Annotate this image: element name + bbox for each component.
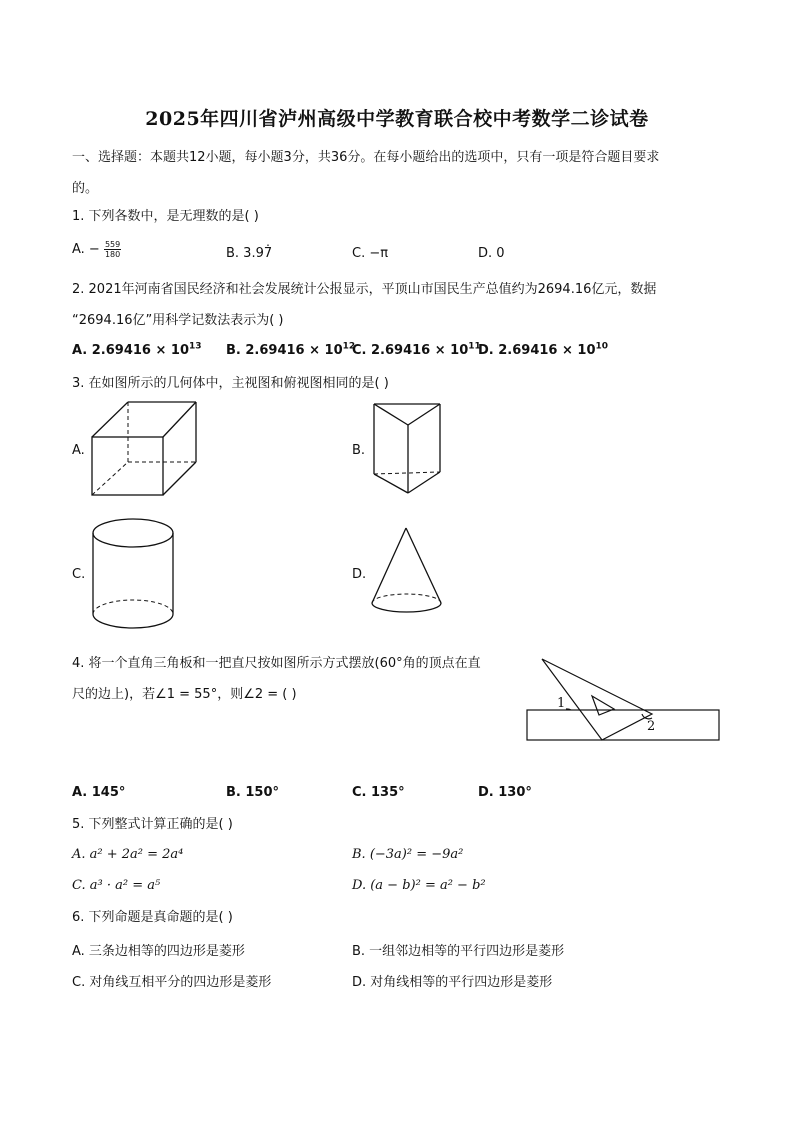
q5-option-a: A. a² + 2a² = 2a⁴ — [72, 847, 184, 862]
q3-option-d-label: D. — [352, 567, 367, 582]
q5-option-b: B. (−3a)² = −9a² — [352, 847, 464, 862]
q2-option-a-base: A. 2.69416 × 10 — [72, 343, 190, 358]
q2-option-c-exponent: 11 — [468, 341, 481, 352]
page-title: 2025年四川省泸州高级中学教育联合校中考数学二诊试卷 — [145, 108, 649, 130]
q2-option-c-base: C. 2.69416 × 10 — [352, 343, 469, 358]
q2-option-a-exponent: 13 — [189, 341, 202, 352]
q1-option-a-numerator: 559 — [104, 240, 121, 249]
q1-option-a-label: A. − — [72, 242, 100, 257]
q1-option-a-denominator: 180 — [104, 250, 121, 259]
section-instructions-line1: 一、选择题：本题共12小题，每小题3分，共36分。在每小题给出的选项中，只有一项是符合题目要求 — [72, 150, 660, 165]
q3-figure-cone — [366, 524, 448, 616]
q1-option-c: C. −π — [352, 246, 389, 261]
q1-stem: 1. 下列各数中，是无理数的是( ) — [72, 209, 259, 224]
q4-option-b: B. 150° — [226, 785, 280, 800]
q1-option-a — [72, 240, 121, 259]
q2-stem-line1: 2. 2021年河南省国民经济和社会发展统计公报显示，平顶山市国民生产总值约为2694.16亿元，数据 — [72, 282, 657, 297]
q6-option-b: B. 一组邻边相等的平行四边形是菱形 — [352, 944, 565, 959]
q5-option-c: C. a³ · a² = a⁵ — [72, 878, 161, 893]
q3-stem: 3. 在如图所示的几何体中，主视图和俯视图相同的是( ) — [72, 376, 389, 391]
q3-option-c-label: C. — [72, 567, 86, 582]
angle-1-label: 1 — [557, 696, 566, 711]
q2-option-a — [72, 343, 202, 358]
q1-option-d: D. 0 — [478, 246, 505, 261]
q3-figure-prism — [366, 398, 446, 498]
q4-option-a: A. 145° — [72, 785, 126, 800]
q4-option-c: C. 135° — [352, 785, 405, 800]
q1-option-a-fraction — [104, 240, 121, 259]
q4-stem-line2: 尺的边上)，若∠1 = 55°，则∠2 = ( ) — [72, 687, 297, 702]
q2-option-b-exponent: 12 — [342, 341, 356, 352]
q3-figure-cylinder — [88, 512, 180, 636]
q6-option-c: C. 对角线互相平分的四边形是菱形 — [72, 975, 272, 990]
q3-option-a-label: A. — [72, 443, 85, 458]
q6-option-a: A. 三条边相等的四边形是菱形 — [72, 944, 245, 959]
q4-option-d: D. 130° — [478, 785, 532, 800]
q4-figure-ruler-triangle — [522, 650, 724, 750]
triangle-inner — [592, 696, 614, 715]
angle-2-label: 2 — [647, 719, 656, 734]
q2-option-c — [352, 343, 481, 358]
q2-stem-line2: “2694.16亿”用科学记数法表示为( ) — [72, 313, 284, 328]
q2-option-d-exponent: 10 — [595, 341, 609, 352]
q2-option-b — [226, 343, 355, 358]
q5-option-d: D. (a − b)² = a² − b² — [352, 878, 486, 893]
section-instructions-line2: 的。 — [72, 181, 99, 196]
q1-option-b: B. 3.97̇ — [226, 246, 273, 261]
q6-option-d: D. 对角线相等的平行四边形是菱形 — [352, 975, 553, 990]
q5-stem: 5. 下列整式计算正确的是( ) — [72, 817, 233, 832]
q3-option-b-label: B. — [352, 443, 366, 458]
q3-figure-cube — [88, 398, 200, 500]
q2-option-d-base: D. 2.69416 × 10 — [478, 343, 596, 358]
q2-option-b-base: B. 2.69416 × 10 — [226, 343, 343, 358]
ruler-shape — [527, 710, 719, 740]
q2-option-d — [478, 343, 608, 358]
q4-stem-line1: 4. 将一个直角三角板和一把直尺按如图所示方式摆放(60°角的顶点在直 — [72, 656, 481, 671]
q6-stem: 6. 下列命题是真命题的是( ) — [72, 910, 233, 925]
